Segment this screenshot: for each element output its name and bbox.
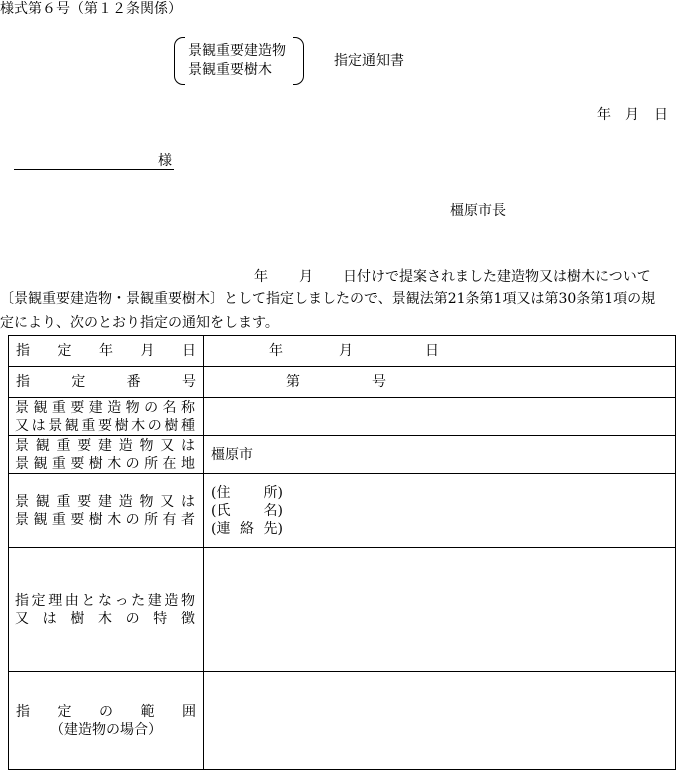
- label-name-species-line-2: 又 は 景 観 重 要 樹 木 の 樹 種: [15, 417, 195, 434]
- title-option-building: 景観重要建造物: [188, 43, 286, 59]
- label-scope: [9, 672, 204, 770]
- value-designation-number[interactable]: 第 号: [204, 367, 676, 398]
- addressee-underline: [14, 169, 174, 170]
- label-owner: [9, 474, 204, 548]
- label-owner-line-1: 景 観 重 要 建 造 物 又 は: [15, 493, 195, 510]
- designation-table: [8, 335, 676, 770]
- intro-month: 月: [299, 269, 313, 285]
- label-location-line-1: 景 観 重 要 建 造 物 又 は: [15, 437, 195, 454]
- row-owner: [9, 474, 676, 548]
- value-location[interactable]: 橿原市: [204, 436, 676, 474]
- addressee-suffix: 様: [158, 153, 172, 169]
- right-bracket: [293, 37, 304, 85]
- owner-name-field[interactable]: (氏 名): [211, 502, 283, 519]
- title-option-tree: 景観重要樹木: [188, 62, 272, 78]
- label-reason-line-1: 指 定 理 由 と な っ た 建 造 物: [15, 592, 195, 609]
- owner-contact-field[interactable]: (連 絡 先): [211, 520, 283, 537]
- intro-line-2: 〔景観重要建造物・景観重要樹木〕として指定しましたので、景観法第21条第1項又は第30条第1項の規: [0, 291, 656, 307]
- row-name-species: [9, 398, 676, 436]
- row-location: [9, 436, 676, 474]
- issue-date-day: 日: [654, 107, 668, 123]
- label-name-species-line-1: 景 観 重 要 建 造 物 の 名 称: [15, 399, 195, 416]
- intro-line-3: 定により、次のとおり指定の通知をします。: [0, 315, 279, 331]
- row-scope: [9, 672, 676, 770]
- left-bracket: [174, 37, 185, 85]
- issuer-name: 橿原市長: [450, 203, 506, 219]
- form-number: 様式第６号（第１２条関係）: [0, 1, 182, 17]
- label-scope-line-1: 指 定 の 範 囲: [16, 703, 196, 720]
- owner-address-field[interactable]: (住 所): [211, 484, 283, 501]
- document-title: 指定通知書: [334, 53, 404, 69]
- value-scope[interactable]: [204, 672, 676, 770]
- label-name-species: [9, 398, 204, 436]
- label-location: [9, 436, 204, 474]
- row-reason: [9, 548, 676, 672]
- row-designation-date: [9, 336, 676, 367]
- intro-line-1: 日付けで提案されました建造物又は樹木について: [343, 269, 651, 285]
- label-location-line-2: 景 観 重 要 樹 木 の 所 在 地: [15, 455, 195, 472]
- issue-date-year: 年: [597, 107, 611, 123]
- label-scope-note: （建造物の場合）: [50, 721, 162, 738]
- value-owner[interactable]: [204, 474, 676, 548]
- label-reason: [9, 548, 204, 672]
- value-designation-date[interactable]: 年 月 日: [204, 336, 676, 367]
- value-reason[interactable]: [204, 548, 676, 672]
- label-reason-line-2: 又 は 樹 木 の 特 徴: [15, 610, 195, 627]
- label-designation-date: 指 定 年 月 日: [9, 336, 204, 367]
- label-owner-line-2: 景 観 重 要 樹 木 の 所 有 者: [15, 511, 195, 528]
- value-name-species[interactable]: [204, 398, 676, 436]
- label-designation-number: 指 定 番 号: [9, 367, 204, 398]
- issue-date-month: 月: [625, 107, 639, 123]
- row-designation-number: [9, 367, 676, 398]
- intro-year: 年: [254, 269, 268, 285]
